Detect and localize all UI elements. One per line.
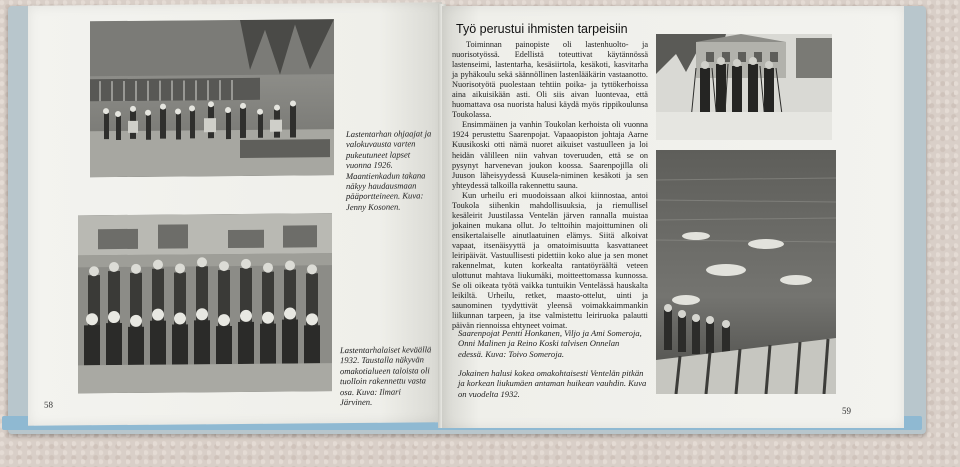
left-page-number: 58 — [44, 399, 53, 410]
left-top-photo-caption: Lastentarhan ohjaajat ja valokuvausta varten pukeutuneet lapset vuonna 1926. Maantienkadun takana näkyy haudausmaan pääportteineen. Kuva: Jenny Kosonen. — [346, 128, 432, 212]
photo-kindergarten-1932 — [78, 213, 332, 393]
right-bottom-photo-caption: Jokainen halusi kokea omakohtaisesti Ventelän pitkän ja korkean liukumäen antaman huikean vauhdin. Kuva on vuodelta 1932. — [458, 368, 647, 399]
photo-ventela-slide-image — [656, 150, 836, 394]
left-page — [28, 2, 442, 426]
left-bottom-photo-caption: Lastentarhalaiset keväällä 1932. Taustalla näkyvän omakotialueen taloista oli tuolloin rakennettu vasta osa. Kuva: Ilmari Järvinen. — [340, 344, 432, 408]
article-paragraph: Toiminnan painopiste oli lastenhuolto- ja nuorisotyössä. Edellistä toteuttivat käytännössä lastenseimi, lastentarha, kesäsiirtola, kesäkoti, kasvitarha ja pyhäkoulu sekä säännöllinen lastenlääkärin vastaanotto. Nuorisotyötä puolestaan tehtiin poika- ja tyttökerhoissa aina aikuisikään asti. Oli siis aivan luontevaa, että huomattava osa nuorista halusi käydä myös rippikoulunsa Toukolassa. — [452, 40, 648, 120]
right-page-number: 59 — [842, 406, 851, 416]
right-top-photo-caption: Saarenpojat Pentti Honkanen, Viljo ja Ami Someroja, Onni Malinen ja Reino Koski talvisen Onnelan edessä. Kuva: Toivo Someroja. — [458, 328, 642, 359]
photo-kindergarten-1932-image — [78, 213, 332, 393]
article-paragraph: Kun urheilu eri muodoissaan alkoi kiinnostaa, antoi Toukola siihenkin mahdollisuuksia, ja riemullisel kesäleirit Juustilassa Ventelän järven rannalla muistaa jokainen mukana ollut. Jo telttoihin majoittuminen oli ensikertalaiselle ainutlaatuinen elämys. Siitä alkoivat vapaat, itsenäisyyttä ja omatoimisuutta kasvattaneet leiripäivät. Vastuullisesti pidettiin koko alue ja sen monet rakennelmat, kuten korkealta rantatöyräältä veteen ulottunut mahtava liukumäki, moitteettomassa kunnossa. Se oli oikeata työtä vaikka tuntuikin Ventelässä hauskalta leikiltä. Urheilu, retket, maasto-ottelut, uinti ja saunominen tyydyttivät yleensä voimakkaimmankin liikunnan tarpeen, ja itse valmistettu leiriruoka palautti päivän riennoissa ehtyneet voimat. — [452, 190, 648, 331]
article-heading: Työ perustui ihmisten tarpeisiin — [456, 22, 628, 36]
photo-kindergarten-1926-image — [90, 19, 334, 177]
article-body — [452, 40, 648, 331]
photo-saarenpojat-winter — [656, 34, 832, 140]
photo-kindergarten-1926 — [90, 19, 334, 177]
article-paragraph: Ensimmäinen ja vanhin Toukolan kerhoista oli vuonna 1924 perustettu Saarenpojat. Vapaaopiston johtaja Aarne Kuusikoski otti nämä nuoret aikuiset vastuulleen ja loi heidän välilleen niin vahvan toveruuden, että se on pysynyt harvenevan joukon koossa. Saarenpojilla oli Juuson läheisyydessä Kuusela-niminen kesäkoti ja sen yhteydessä talkoilla rakennettu sauna. — [452, 120, 648, 190]
photo-saarenpojat-winter-image — [656, 34, 832, 140]
photo-ventela-slide — [656, 150, 836, 394]
